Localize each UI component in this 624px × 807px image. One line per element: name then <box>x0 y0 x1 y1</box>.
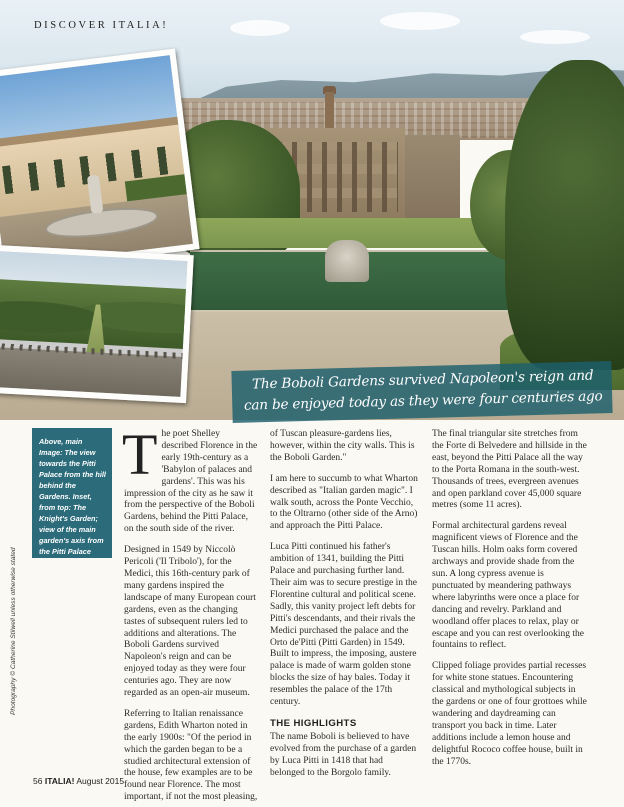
photo-credit: Photography © Catherine Stilwell unless otherwise stated <box>10 547 17 715</box>
page-number: 56 <box>33 776 43 786</box>
photo-caption-box <box>32 428 112 558</box>
paragraph: Luca Pitti continued his father's ambition of 1341, building the Pitti Palace and purchasing further land. Their aim was to secure prestige in the Florentine cultural and political scene. Sadly, this vanity project left debts for Pitti's descendants, and their rivals the Medici purchased the palace and the Orto de'Pitti (Pitti Garden) in 1549. Built to impress, the imposing, austere palace is made of warm golden stone blocks the size of hay bales. Today it resembles the palace of the 17th century. <box>270 542 417 708</box>
section-kicker: DISCOVER ITALIA! <box>34 20 169 31</box>
magazine-name: ITALIA! <box>44 776 75 786</box>
paragraph: The name Boboli is believed to have evolved from the purchase of a garden by Luca Pitti in 1418 that had belonged to the Borgolo family. <box>270 731 417 778</box>
paragraph: of Tuscan pleasure-gardens lies, however, within the city walls. This is the Boboli Garden." <box>270 429 415 463</box>
inset-photo-garden-axis <box>0 245 194 403</box>
paragraph: Designed in 1549 by Niccolò Pericoli ('Il Tribolo'), for the Medici, this 16th-century park of many gardens inspired the landscape of many European court gardens, even as the changing tastes of subsequent rulers led to additions and alterations. The Boboli Gardens survived Napoleon's reign and can be enjoyed today as they were four centuries ago. They are now regarded as an open-air museum. <box>124 545 256 699</box>
paragraph: Formal architectural gardens reveal magnificent views of Florence and the Tuscan hills. Holm oaks form covered archways and provide shade from the sun. A long cypress avenue is punctuated by meandering pathways where labyrinths were once a place for dancing and revelry. Parkland and woodland offer places to relax, play or escape and you can rest overlooking the fountains to reflect. <box>432 521 584 651</box>
page-folio <box>33 776 124 786</box>
subheading: THE HIGHLIGHTS <box>270 717 357 729</box>
paragraph: Referring to Italian renaissance gardens, Edith Wharton noted in the early 1900s: "Of the period in which the garden began to be a studied architectural extension of the house, few examples are to be found near Florence. The most important, if not the most pleasing, <box>124 708 258 803</box>
banner-quote: The Boboli Gardens survived Napoleon's reign and can be enjoyed today as they were four centuries ago <box>243 367 603 414</box>
article-column-2 <box>270 429 420 788</box>
inset-photo-knights-garden <box>0 48 200 273</box>
paragraph: I am here to succumb to what Wharton described as "Italian garden magic". I walk south, across the Ponte Vecchio, to the Oltrarno (other side of the Arno) and approach the Pitti Palace. <box>270 473 418 532</box>
paragraph: The poet Shelley described Florence in the early 19th-century as a 'Babylon of palaces and gardens'. This was his impression of the city as he saw it from the perspective of the Boboli Gardens, behind the Pitti Palace, on the south side of the river. <box>122 422 258 535</box>
paragraph: The final triangular site stretches from the Forte di Belvedere and hillside in the east, beyond the Pitti Palace all the way to the Porta Romana in the south-west. Thousands of trees, evergreen avenues and open parkland cover 45,000 square metres (some 11 acres). <box>432 429 587 511</box>
photo-caption: Above, main Image: The view towards the Pitti Palace from the hill behind the Gardens. Inset, from top: The Knight's Garden; view of the main garden's axis from the Pitti Palace <box>39 437 106 556</box>
issue-date: August 2015 <box>76 776 125 786</box>
dropcap: T <box>122 422 158 487</box>
article-column-1 <box>122 422 258 807</box>
article-column-3 <box>432 429 587 777</box>
paragraph: Clipped foliage provides partial recesses for white stone statues. Encountering classical and mythological subjects in the gardens or one of four grottoes while wandering and daydreaming can transport you back in time. Later additions include a lemon house and delightful Rococo coffee house, built in the 1770s. <box>432 661 587 767</box>
